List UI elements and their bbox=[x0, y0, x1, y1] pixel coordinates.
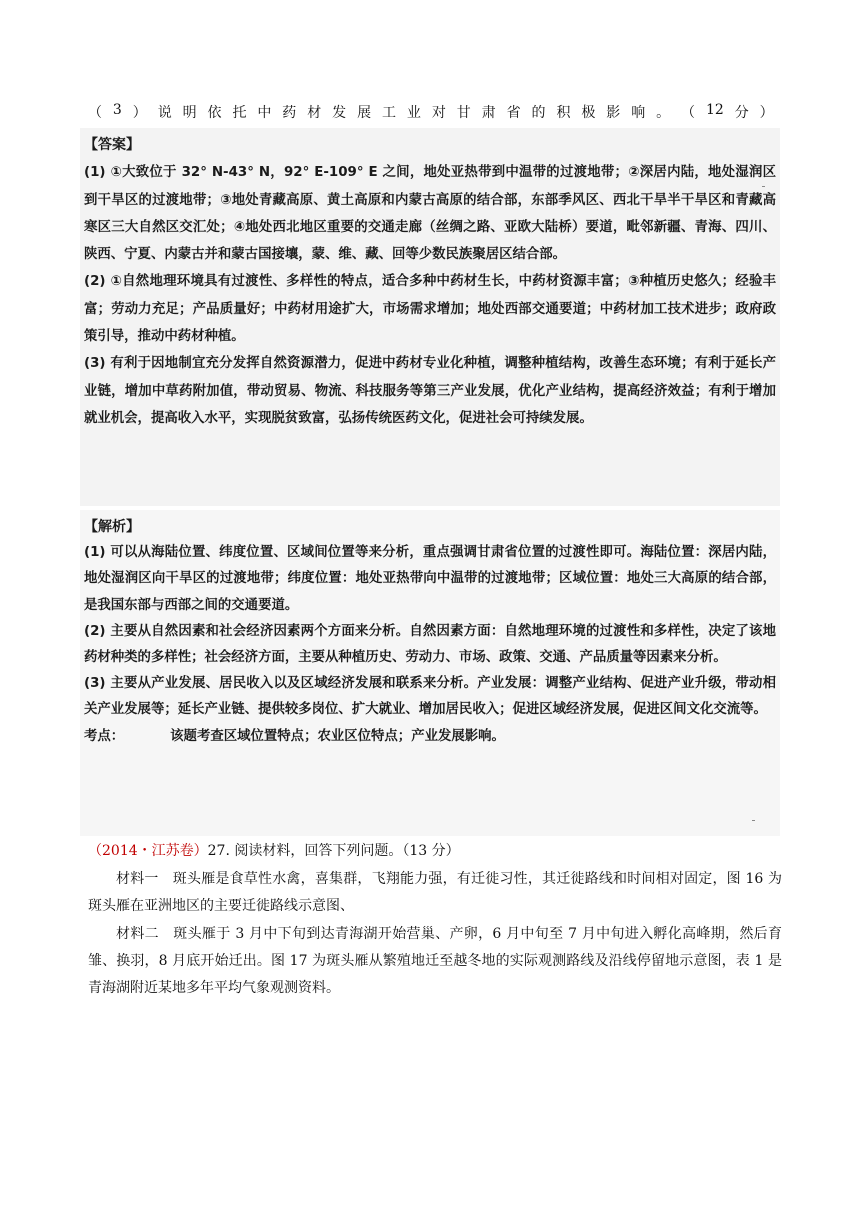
question-3-char: 分 bbox=[734, 105, 749, 121]
question-3-char: 响 bbox=[631, 105, 646, 121]
question-3-char: 3 bbox=[112, 102, 122, 118]
question-3-char: 对 bbox=[431, 105, 446, 121]
question-3-char: ） bbox=[759, 105, 774, 121]
question-3-char: 展 bbox=[357, 105, 372, 121]
question-3-char: 省 bbox=[506, 105, 521, 121]
scan-mark bbox=[752, 820, 755, 821]
exam-point-label: 考点： bbox=[84, 728, 125, 744]
material-1: 材料一 斑头雁是食草性水禽，喜集群，飞翔能力强，有迁徙习性，其迁徙路线和时间相对固定，图 16 为斑头雁在亚洲地区的主要迁徙路线示意图、 bbox=[88, 871, 782, 914]
answer-paragraph-2: (2) ①自然地理环境具有过渡性、多样性的特点，适合多种中药材生长，中药材资源丰富；③种植历史悠久；经验丰富；劳动力充足；产品质量好；中药材用途扩大，市场需求增加；地处西部交通要道；中药材加工技术进步；政府政策引导，推动中药材种植。 bbox=[84, 274, 776, 345]
question-3-char: 甘 bbox=[456, 105, 471, 121]
question-3-char: 肃 bbox=[481, 105, 496, 121]
answer-heading: 【答案】 bbox=[84, 137, 140, 153]
question-3-char: 极 bbox=[581, 105, 596, 121]
answer-paragraph-1: (1) ①大致位于 32° N-43° N，92° E-109° E 之间，地处亚热带到中温带的过渡地带；②深居内陆，地处湿润区到干旱区的过渡地带；③地处青藏高原、黄土高原和内蒙古高原的结合部，东部季风区、西北干旱半干旱区和青藏高寒区三大自然区交汇处；④地处西北地区重要的交通走廊（丝绸之路、亚欧大陆桥）要道，毗邻新疆、青海、四川、陕西、宁夏、内蒙古并和蒙古国接壤，蒙、维、藏、回等少数民族聚居区结合部。 bbox=[84, 165, 776, 263]
exam-point bbox=[84, 724, 776, 750]
question-3-char: 影 bbox=[606, 105, 621, 121]
question-3-char: 托 bbox=[232, 105, 247, 121]
question-3-line bbox=[88, 102, 774, 122]
question-source: （2014・江苏卷） bbox=[88, 843, 208, 859]
analysis-paragraph-3: (3) 主要从产业发展、居民收入以及区域经济发展和联系来分析。产业发展：调整产业结构、促进产业升级，带动相关产业发展等；延长产业链、提供较多岗位、扩大就业、增加居民收入；促进区域经济发展，促进区间文化交流等。 bbox=[84, 676, 776, 718]
scan-mark bbox=[762, 186, 765, 187]
question-3-char: 明 bbox=[182, 105, 197, 121]
question-3-char: 12 bbox=[705, 102, 724, 118]
question-3-char: 依 bbox=[207, 105, 222, 121]
question-3-char: 的 bbox=[531, 105, 546, 121]
question-3-char: 积 bbox=[556, 105, 571, 121]
question-27-text: 27. 阅读材料，回答下列问题。（13 分） bbox=[207, 843, 460, 859]
question-3-char: （ bbox=[681, 105, 696, 121]
question-3-char: 。 bbox=[656, 105, 671, 121]
question-3-char: 工 bbox=[381, 105, 396, 121]
question-27-line bbox=[88, 840, 460, 860]
question-3-char: 发 bbox=[332, 105, 347, 121]
analysis-paragraph-2: (2) 主要从自然因素和社会经济因素两个方面来分析。自然因素方面：自然地理环境的过渡性和多样性，决定了该地药材种类的多样性；社会经济方面，主要从种植历史、劳动力、市场、政策、交通、产品质量等因素来分析。 bbox=[84, 623, 776, 666]
question-3-char: 中 bbox=[257, 105, 272, 121]
exam-point-text: 该题考查区域位置特点；农业区位特点；产业发展影响。 bbox=[170, 728, 505, 744]
analysis-block bbox=[80, 510, 780, 836]
answer-block bbox=[80, 128, 780, 506]
question-3-char: 药 bbox=[282, 105, 297, 121]
analysis-paragraph-1: (1) 可以从海陆位置、纬度位置、区域间位置等来分析，重点强调甘肃省位置的过渡性即可。海陆位置：深居内陆，地处湿润区向干旱区的过渡地带；纬度位置：地处亚热带向中温带的过渡地带；区域位置：地处三大高原的结合部，是我国东部与西部之间的交通要道。 bbox=[84, 545, 776, 613]
question-3-char: （ bbox=[88, 105, 102, 121]
question-3-char: 材 bbox=[307, 105, 322, 121]
answer-paragraph-3: (3) 有利于因地制宜充分发挥自然资源潜力，促进中药材专业化种植，调整种植结构，改善生态环境；有利于延长产业链，增加中草药附加值，带动贸易、物流、科技服务等第三产业发展，优化产业结构，提高经济效益；有利于增加就业机会，提高收入水平，实现脱贫致富，弘扬传统医药文化，促进社会可持续发展。 bbox=[84, 356, 776, 426]
question-3-char: ） bbox=[132, 105, 147, 121]
analysis-heading: 【解析】 bbox=[84, 519, 140, 535]
question-3-char: 业 bbox=[406, 105, 421, 121]
material-2: 材料二 斑头雁于 3 月中下旬到达青海湖开始营巢、产卵，6 月中旬至 7 月中旬进入孵化高峰期，然后育雏、换羽，8 月底开始迁出。图 17 为斑头雁从繁殖地迁至越冬地的实际观测路线及沿线停留地示意图，表 1 是青海湖附近某地多年平均气象观测资料。 bbox=[88, 926, 782, 996]
question-3-char: 说 bbox=[157, 105, 172, 121]
